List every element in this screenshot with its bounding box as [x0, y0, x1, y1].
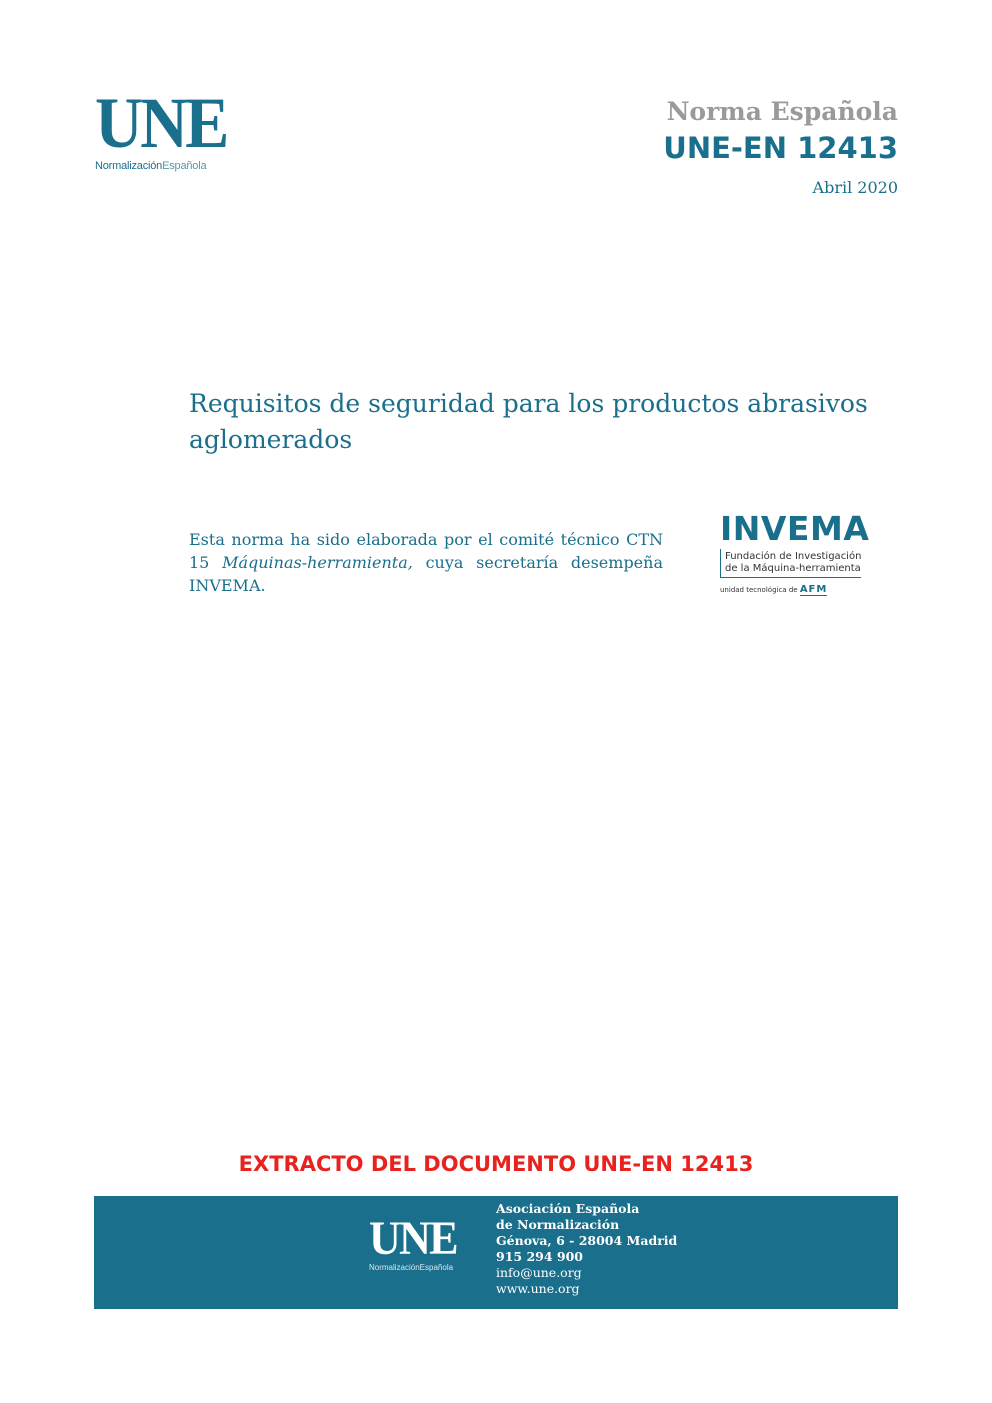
document-header: [663, 96, 898, 197]
document-title: Requisitos de seguridad para los productos abrasivos aglomerados: [189, 389, 868, 454]
footer-une-subtitle: NormalizaciónEspañola: [369, 1263, 454, 1272]
committee-text-before: Esta norma ha sido elaborada por el comité técnico CTN 15: [189, 530, 663, 572]
une-logo-sub-part1: Normalización: [95, 160, 163, 172]
footer-une-word: UNE: [369, 1212, 457, 1265]
invema-afm-line: [720, 584, 870, 595]
invema-logo-caption: [720, 549, 861, 578]
invema-logo-word: INVEMA: [720, 509, 870, 548]
invema-afm-prefix: unidad tecnológica de: [720, 586, 798, 594]
afm-logo: AFM: [799, 584, 828, 595]
invema-line-1: Fundación de Investigación: [725, 551, 862, 562]
invema-line-2: de la Máquina-herramienta: [725, 563, 861, 574]
footer-phone: 915 294 900: [496, 1249, 583, 1264]
committee-text-after: cuya secretaría desempeña INVEMA.: [189, 553, 663, 595]
committee-name: Máquinas-herramienta,: [222, 553, 413, 572]
une-logo-word: UNE: [95, 83, 227, 163]
footer-email-link[interactable]: info@une.org: [496, 1265, 582, 1280]
invema-logo: [720, 511, 870, 601]
footer-org-line2: de Normalización: [496, 1217, 620, 1232]
une-logo: [95, 83, 245, 182]
footer-address: Génova, 6 - 28004 Madrid: [496, 1233, 678, 1248]
norma-date: Abril 2020: [812, 178, 898, 197]
footer-web-link[interactable]: www.une.org: [496, 1281, 580, 1296]
extract-heading: EXTRACTO DEL DOCUMENTO UNE-EN 12413: [238, 1152, 754, 1176]
footer-org-line1: Asociación Española: [496, 1201, 640, 1216]
footer-band: [94, 1196, 898, 1309]
une-logo-sub-part2: Española: [162, 160, 207, 172]
norma-label: Norma Española: [666, 97, 898, 126]
footer-une-logo: [369, 1212, 489, 1272]
footer-contact: [496, 1201, 677, 1297]
norma-code: UNE-EN 12413: [663, 131, 898, 165]
committee-statement: [189, 528, 663, 597]
